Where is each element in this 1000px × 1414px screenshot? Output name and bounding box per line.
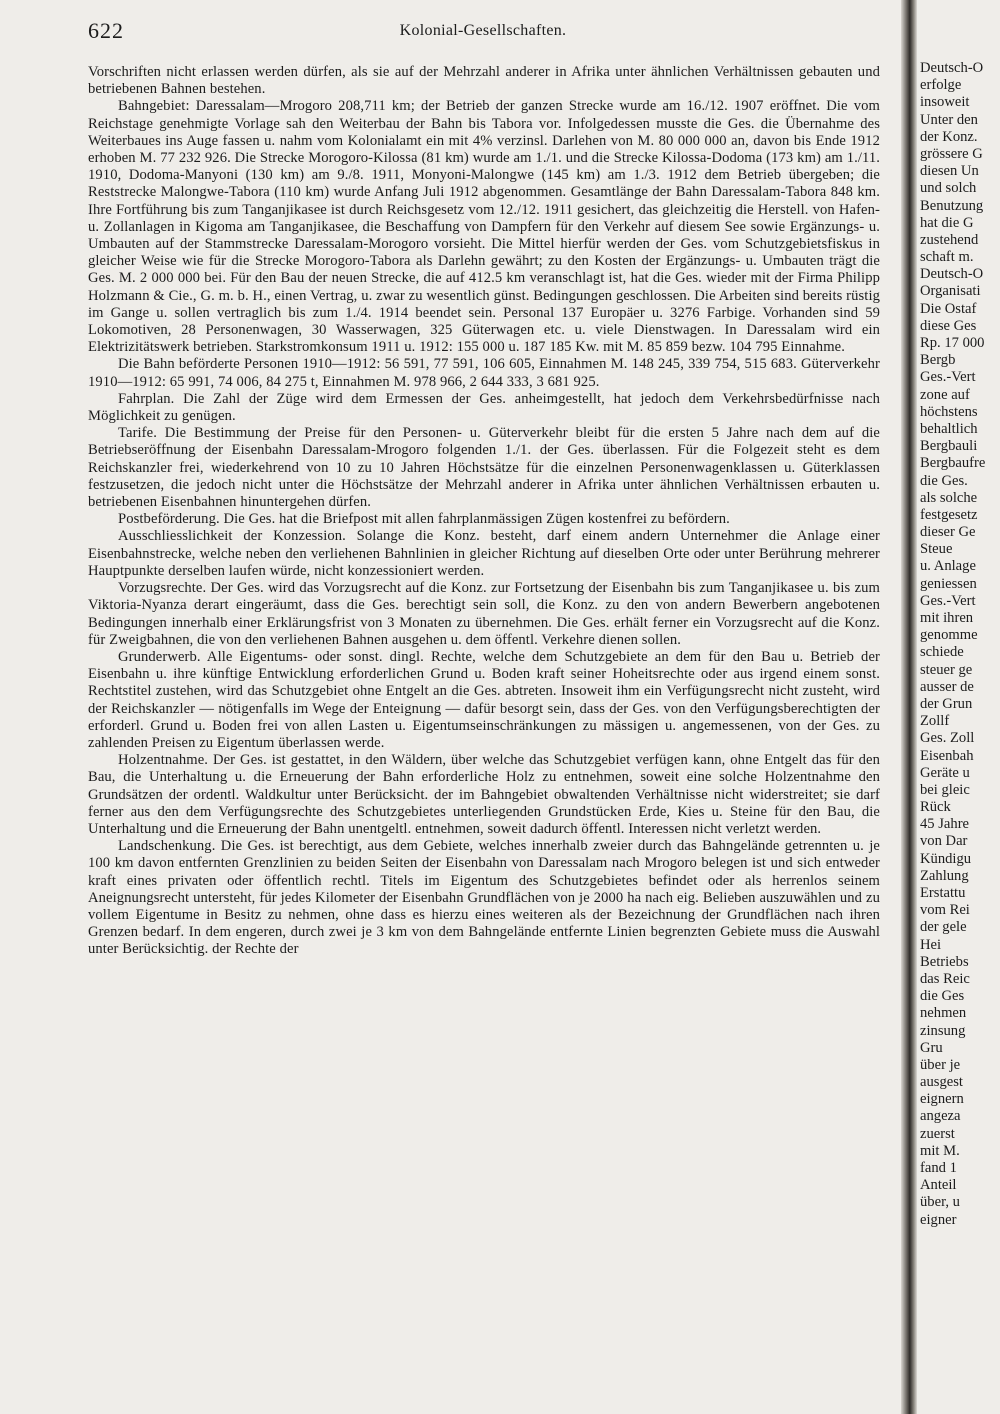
paragraph: Holzentnahme. Der Ges. ist gestattet, in den Wäldern, über welche das Schutzgebiet verfügen kann, ohne Entgelt das für den Bau, die Unterhaltung u. die Erneuerung der Bahn erforderliche Holz zu entnehmen, soweit eine solche Holzentnahme den Grundsätzen der ordentl. Waldkultur unter Berücksicht. der im Bahngebiet obwaltenden Verhältnisse nicht widerstreitet; sie darf ferner aus den dem Verfügungsrechte des Schutzgebietes unterliegenden Grundstücken Erde, Kies u. Steine für den Bau, die Unterhaltung und die Erneuerung der Bahn unentgeltl. entnehmen, soweit dadurch öffentl. Interessen nicht verletzt werden. — [88, 752, 880, 837]
facing-page-line: ausgest — [920, 1074, 963, 1091]
facing-page-line: grössere G — [920, 145, 983, 162]
facing-page-line: Erstattu — [920, 885, 966, 901]
facing-page-line: Kündigu — [920, 850, 972, 867]
facing-page-line: vom Rei — [920, 902, 970, 919]
facing-page-line: eigner — [920, 1211, 957, 1228]
facing-page-line: steuer ge — [920, 661, 973, 678]
facing-page-line: Zollf — [920, 713, 950, 730]
facing-page-line: Rp. 17 000 — [920, 335, 985, 351]
facing-page-line: fand 1 — [920, 1160, 957, 1176]
facing-page-line: Anteil — [920, 1177, 957, 1194]
facing-page-line: Steue — [920, 541, 953, 558]
facing-page-line: geniessen — [920, 575, 977, 592]
facing-page-line: angeza — [920, 1108, 961, 1125]
facing-page-line: Zahlung — [920, 867, 969, 884]
facing-page-line: über, u — [920, 1194, 960, 1211]
facing-page-line: die Ges. — [920, 472, 968, 489]
facing-page-line: von Dar — [920, 833, 968, 850]
facing-page-line: behaltlich — [920, 420, 978, 437]
facing-page-line: mit M. — [920, 1142, 960, 1159]
facing-page-line: dieser Ge — [920, 524, 976, 541]
facing-page-line: festgesetz — [920, 506, 978, 523]
facing-page-line: zinsung — [920, 1022, 966, 1039]
running-title: Kolonial-Gesellschaften. — [399, 22, 567, 39]
facing-page-line: Deutsch-O — [920, 266, 984, 283]
facing-page-line: Hei — [920, 936, 942, 953]
paragraph: Bahngebiet: Daressalam—Mrogoro 208,711 km; der Betrieb der ganzen Strecke wurde am 16./12. 1907 eröffnet. Die vom Reichstage genehmigte Vorlage sah den Weiterbau der Bahn bis Tabora vor. Infolgedessen musste die Ges. die Übernahme des Weiterbaues ins Auge fassen u. nahm vom Kolonialamt ein mit 4% verzinsl. Darlehen von M. 80 000 000 an, davon bis Ende 1912 erhoben M. 77 232 926. Die Strecke Morogoro-Kilossa (81 km) wurde am 1./1. und die Strecke Kilossa-Dodoma (173 km) am 1./11. 1910, Dodoma-Manyoni (130 km) am 9./8. 1911, Monyoni-Malongwe (145 km) am 1./3. 1912 dem Betrieb übergeben; die Reststrecke Malongwe-Tabora (110 km) wurde Anfang Juli 1912 abgenommen. Gesamtlänge der Bahn Daressalam-Tabora 848 km. Ihre Fortführung bis zum Tanganjikasee ist durch Reichsgesetz vom 12./12. 1911 gesichert, das gleichzeitig die Herstell. von Hafen- u. Zollanlagen in Kigoma am Tanganjikasee, die Beschaffung von Dampfern für den Verkehr auf diesem See sowie Ergänzungs- u. Umbauten auf der Stammstrecke Daressalam-Morogoro vorsieht. Die Mittel hierfür werden der Ges. vom Schutzgebietsfiskus in gleicher Weise wie für die Strecke Morogoro-Tabora als Darlehn gewährt; zu den Kosten der Ergänzungs- u. Umbauten trägt die Ges. M. 2 000 000 bei. Für den Bau der neuen Strecke, die auf 412.5 km veranschlagt ist, hat die Ges. wieder mit der Firma Philipp Holzmann & Cie., G. m. b. H., einen Vertrag, u. zwar zu wesentlich günst. Bedingungen geschlossen. Die Arbeiten sind bereits rüstig im Gange u. sollen vertraglich bis zum 1./4. 1914 beendet sein. Personal 137 Europäer u. 3276 Farbige. Vorhanden sind 59 Lokomotiven, 28 Personenwagen, 30 Wasserwagen, 325 Güterwagen etc. u. viele Dienstwagen. In Daressalam wird ein Elektrizitätswerk betrieben. Starkstromkonsum 1911 u. 1912: 155 000 u. 187 185 Kw. mit M. 85 859 bezw. 104 795 Einnahme. — [88, 98, 880, 356]
page-number: 622 — [88, 18, 124, 43]
facing-page-line: Eisenbah — [920, 747, 974, 764]
facing-page-line: der gele — [920, 919, 967, 936]
facing-page-line: genomme — [920, 627, 978, 644]
facing-page-line: schaft m. — [920, 249, 974, 266]
facing-page-line: zustehend — [920, 231, 979, 248]
facing-page-line: Ges.-Vert — [920, 369, 976, 386]
facing-page-line: Bergb — [920, 352, 956, 369]
facing-page-line: nehmen — [920, 1005, 967, 1022]
facing-page-line: zone auf — [920, 386, 970, 403]
facing-page-line: insoweit — [920, 94, 970, 111]
paragraph: Die Bahn beförderte Personen 1910—1912: 56 591, 77 591, 106 605, Einnahmen M. 148 245, 339 754, 515 683. Güterverkehr 1910—1912: 65 991, 74 006, 84 275 t, Einnahmen M. 978 966, 2 644 333, 3 681 925. — [88, 356, 880, 390]
facing-page-line: 45 Jahre — [920, 816, 970, 833]
paragraph: Postbeförderung. Die Ges. hat die Briefpost mit allen fahrplanmässigen Zügen kostenfrei zu befördern. — [118, 511, 730, 528]
facing-page-line: Ges.-Vert — [920, 592, 976, 609]
facing-page-line: Rück — [920, 799, 951, 816]
paragraph: Landschenkung. Die Ges. ist berechtigt, aus dem Gebiete, welches innerhalb zweier durch das Bahngelände getrennten u. je 100 km davon entfernten Grenzlinien zu beiden Seiten der Eisenbahn von Daressalam nach Mrogoro belegen ist und sich entweder kraft eines privaten oder öffentlich rechtl. Titels im Eigentum des Schutzgebietes befindet oder als herrenlos seinem Aneignungsrecht untersteht, für jedes Kilometer der Eisenbahn Grundflächen von je 2000 ha nach eig. Belieben auszuwählen und zu vollem Eigentume in Besitz zu nehmen, ohne dass es hierzu eines weiteren als der Bezeichnung der Grundflächen nach ihren Grenzen bedarf. In dem engeren, durch zwei je 3 km von dem Bahngelände entfernte Linien begrenzten Gebiete muss die Auswahl unter Berücksichtig. der Rechte der — [88, 838, 880, 958]
facing-page-column — [920, 60, 1000, 1400]
facing-page-line: diese Ges — [920, 317, 977, 334]
facing-page-line: schiede — [920, 644, 964, 661]
facing-page-line: Betriebs — [920, 953, 969, 970]
book-gutter-shadow — [901, 0, 917, 1414]
facing-page-line: hat die G — [920, 214, 974, 231]
facing-page-line: zuerst — [920, 1125, 955, 1142]
facing-page-line: Deutsch-O — [920, 60, 984, 76]
facing-page-line: erfolge — [920, 77, 962, 94]
facing-page-line: Bergbaufre — [920, 455, 986, 472]
facing-page-line: der Grun — [920, 695, 973, 712]
facing-page-line: die Ges — [920, 988, 965, 1005]
facing-page-line: und solch — [920, 180, 977, 197]
paragraph: Fahrplan. Die Zahl der Züge wird dem Ermessen der Ges. anheimgestellt, hat jedoch dem Verkehrsbedürfnisse nach Möglichkeit zu genügen. — [88, 390, 880, 425]
facing-page-line: ausser de — [920, 678, 974, 695]
facing-page-line: bei gleic — [920, 781, 970, 798]
facing-page-line: Geräte u — [920, 764, 970, 781]
paragraph: Tarife. Die Bestimmung der Preise für den Personen- u. Güterverkehr bleibt für die ersten 5 Jahre nach dem auf die Betriebseröffnung der Eisenbahn Daressalam-Mrogoro folgenden 1./1. der Ges. überlassen. Für die Folgezeit steht es dem Reichskanzler frei, wiederkehrend von 10 zu 10 Jahren Höchstsätze für die einzelnen Personenwagenklassen u. Güterklassen festzusetzen, die jedoch nicht unter die Höchstsätze der Mehrzahl anderer in Afrika unter ähnlichen Verhältnissen erbauten u. betriebenen Eisenbahnen hinuntergehen dürfen. — [88, 425, 880, 511]
facing-page-line: Die Ostaf — [920, 300, 977, 317]
facing-page-line: höchstens — [920, 403, 978, 420]
facing-page-line: Benutzung — [920, 197, 984, 214]
paragraph: Grunderwerb. Alle Eigentums- oder sonst. dingl. Rechte, welche dem Schutzgebiete an dem für den Bau u. Betrieb der Eisenbahn u. ihre künftige Entwicklung erforderlichen Grund u. Boden kraft seiner Hoheitsrechte oder aus irgend einem sonst. Rechtstitel zustehen, wird das Schutzgebiet ohne Entgelt an die Ges. abtreten. Insoweit ihm ein Verfügungsrecht nicht zusteht, wird der Reichskanzler — nötigenfalls im Wege der Enteignung — dafür besorgt sein, dass der Ges. von den Verfügungsberechtigten der erforderl. Grund u. Boden frei von allen Lasten u. Eigentumseinschränkungen zu mässigen u. angemessenen, von der Ges. zu zahlenden Preisen zu Eigentum überlassen werde. — [88, 648, 880, 751]
facing-page-line: das Reic — [920, 970, 970, 987]
facing-page-line: mit ihren — [920, 610, 974, 626]
facing-page-line: Gru — [920, 1039, 943, 1056]
facing-page-line: Bergbauli — [920, 438, 978, 455]
main-text-column — [88, 64, 880, 1404]
facing-page-line: über je — [920, 1056, 961, 1073]
page-header — [88, 18, 878, 48]
paragraph: Vorzugsrechte. Der Ges. wird das Vorzugsrecht auf die Konz. zur Fortsetzung der Eisenbahn bis zum Tanganjikasee u. bis zum Viktoria-Nyanza derart eingeräumt, dass die Ges. berechtigt sein soll, die Konz. zu den von andern Bewerbern angebotenen Bedingungen innerhalb einer Erklärungsfrist von 3 Monaten zu übernehmen. Die Ges. erhält ferner ein Vorzugsrecht auf die Konz. für Zweigbahnen, die von den verliehenen Bahnen ausgehen u. dem öffentl. Verkehre dienen sollen. — [88, 580, 880, 648]
facing-page-line: Unter den — [920, 111, 978, 128]
facing-page-line: Organisati — [920, 283, 981, 300]
facing-page-line: der Konz. — [920, 128, 978, 145]
facing-page-line: Ges. Zoll — [920, 730, 975, 747]
paragraph: Ausschliesslichkeit der Konzession. Solange die Konz. besteht, darf einem andern Unternehmer die Anlage einer Eisenbahnstrecke, welche neben den verliehenen Bahnlinien in gleicher Richtung auf dieselben Orte oder unter Berührung mehrerer Hauptpunkte derselben laufen würde, nicht konzessioniert werden. — [88, 528, 880, 579]
facing-page-line: diesen Un — [920, 163, 979, 180]
facing-page-line: als solche — [920, 489, 978, 506]
facing-page-line: u. Anlage — [920, 558, 976, 575]
facing-page-line: eignern — [920, 1091, 964, 1108]
paragraph: Vorschriften nicht erlassen werden dürfen, als sie auf der Mehrzahl anderer in Afrika unter ähnlichen Verhältnissen gebauten und betriebenen Bahnen bestehen. — [88, 64, 880, 98]
